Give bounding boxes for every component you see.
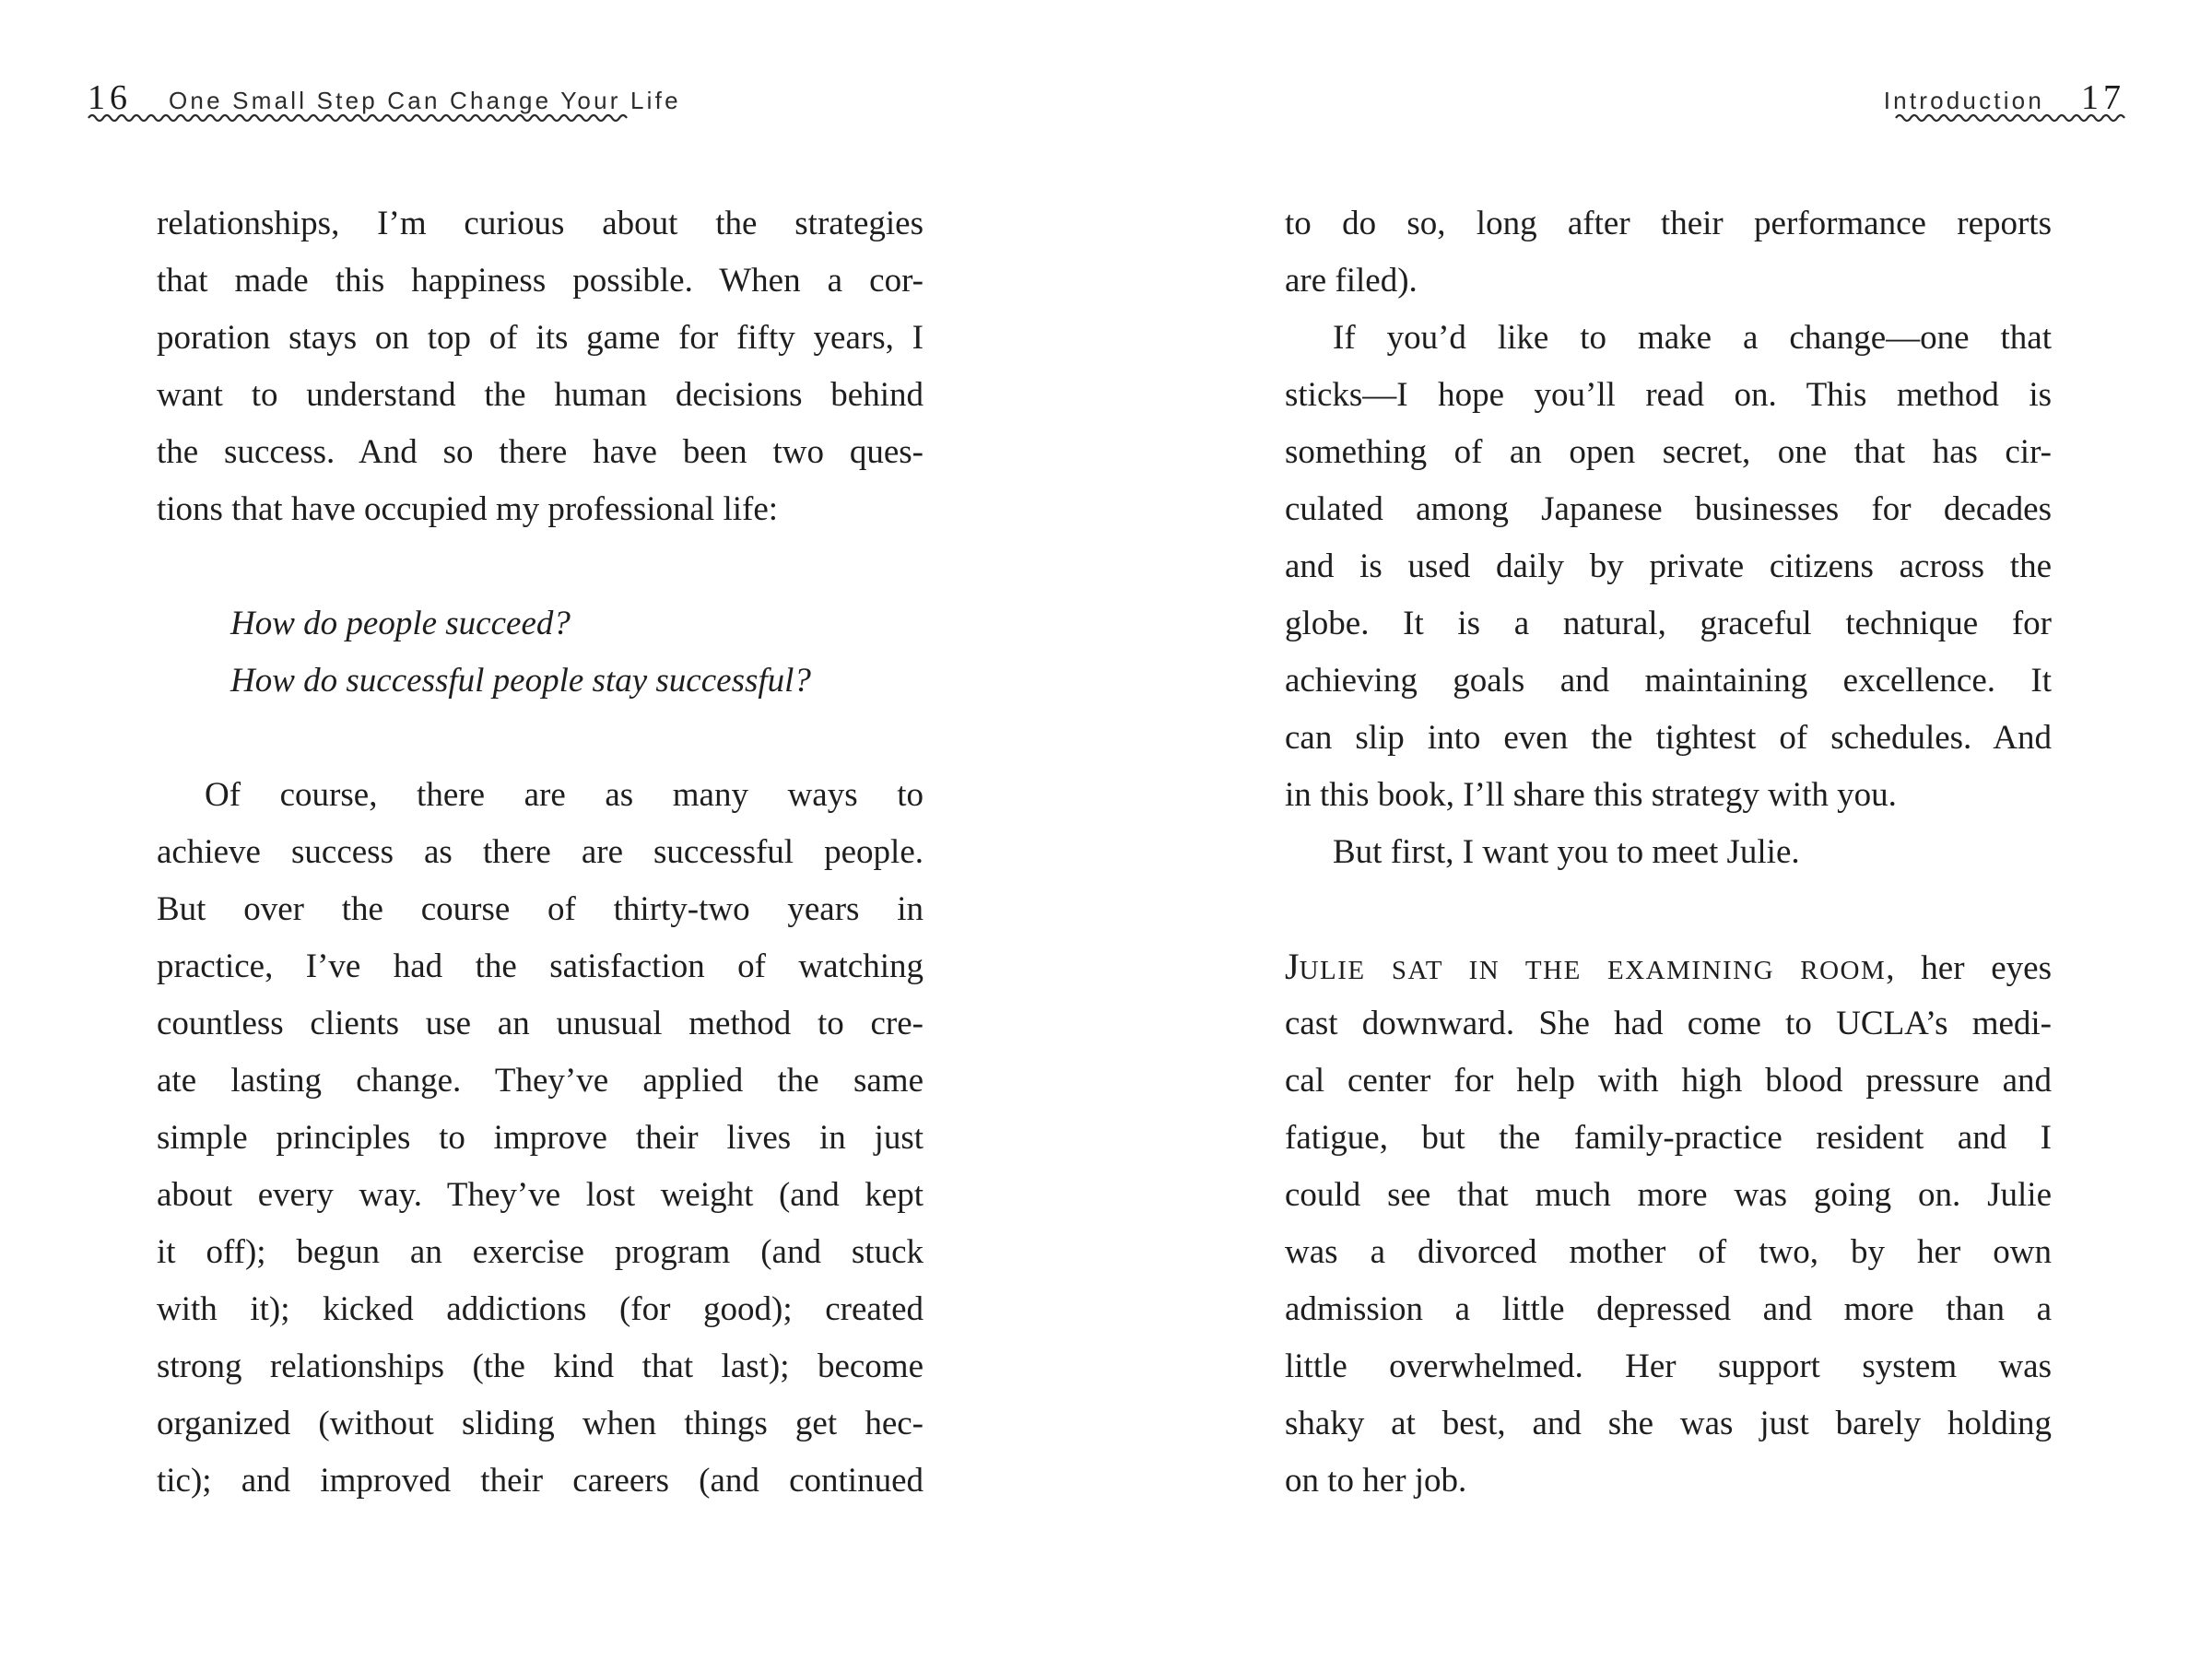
text-line: was a divorced mother of two, by her own [1285,1233,2052,1271]
text-line: cast downward. She had come to UCLA’s medi- [1285,1005,2052,1042]
smallcaps-tail: , her eyes [1886,949,2052,987]
smallcaps-lead-cap: J [1285,946,1300,987]
text-line: to do so, long after their performance reports [1285,205,2052,242]
text-line: tic); and improved their careers (and continued [157,1462,924,1500]
text-line: the success. And so there have been two ques- [157,433,924,471]
text-line: relationships, I’m curious about the strategies [157,205,924,242]
text-line: are filed). [1285,262,1418,300]
text-line: about every way. They’ve lost weight (and kept [157,1176,924,1214]
text-line: on to her job. [1285,1462,1467,1500]
text-line: that made this happiness possible. When a cor- [157,262,924,300]
text-line: shaky at best, and she was just barely holding [1285,1405,2052,1442]
text-line: in this book, I’ll share this strategy with you. [1285,776,1897,814]
text-line: achieve success as there are successful people. [157,833,924,871]
text-line: poration stays on top of its game for fifty years, I [157,319,924,357]
text-line: want to understand the human decisions behind [157,376,924,414]
right-running-head: Introduction [1883,87,2044,114]
right-page-body [1285,195,2052,1510]
right-page-number: 17 [2081,78,2125,117]
text-line: practice, I’ve had the satisfaction of watching [157,947,924,985]
text-line: globe. It is a natural, graceful technique for [1285,605,2052,642]
left-wavy-underline [88,111,634,125]
text-line: little overwhelmed. Her support system was [1285,1347,2052,1385]
blank-line [1285,881,2052,938]
text-line: cal center for help with high blood pressure and [1285,1062,2052,1100]
text-line: culated among Japanese businesses for decades [1285,490,2052,528]
text-line: ate lasting change. They’ve applied the same [157,1062,924,1100]
smallcaps-text: ULIE SAT IN THE EXAMINING ROOM [1299,956,1887,985]
left-running-head: One Small Step Can Change Your Life [169,87,681,114]
text-line: can slip into even the tightest of schedules. And [1285,719,2052,757]
blank-line [157,710,924,767]
right-wavy-underline [1895,111,2125,125]
text-line: But over the course of thirty-two years in [157,890,924,928]
text-line: If you’d like to make a change—one that [1333,319,2052,357]
text-line: How do people succeed? [230,605,571,642]
text-line [1285,938,2052,995]
text-line: something of an open secret, one that has cir- [1285,433,2052,471]
text-line: it off); begun an exercise program (and stuck [157,1233,924,1271]
text-line: countless clients use an unusual method to cre- [157,1005,924,1042]
text-line: simple principles to improve their lives in just [157,1119,924,1157]
text-line: fatigue, but the family-practice resident and I [1285,1119,2052,1157]
text-line: tions that have occupied my professional life: [157,490,779,528]
text-line: But first, I want you to meet Julie. [1333,833,1800,871]
text-line: and is used daily by private citizens across the [1285,547,2052,585]
left-page-number: 16 [88,78,132,117]
text-line: achieving goals and maintaining excellence. It [1285,662,2052,700]
text-line: sticks—I hope you’ll read on. This method is [1285,376,2052,414]
text-line: could see that much more was going on. Julie [1285,1176,2052,1214]
text-line: Of course, there are as many ways to [205,776,924,814]
text-line: organized (without sliding when things get hec- [157,1405,924,1442]
blank-line [157,538,924,595]
text-line: admission a little depressed and more than a [1285,1290,2052,1328]
text-line: strong relationships (the kind that last); become [157,1347,924,1385]
left-page-body [157,195,924,1510]
text-line: with it); kicked addictions (for good); created [157,1290,924,1328]
text-line: How do successful people stay successful? [230,662,811,700]
